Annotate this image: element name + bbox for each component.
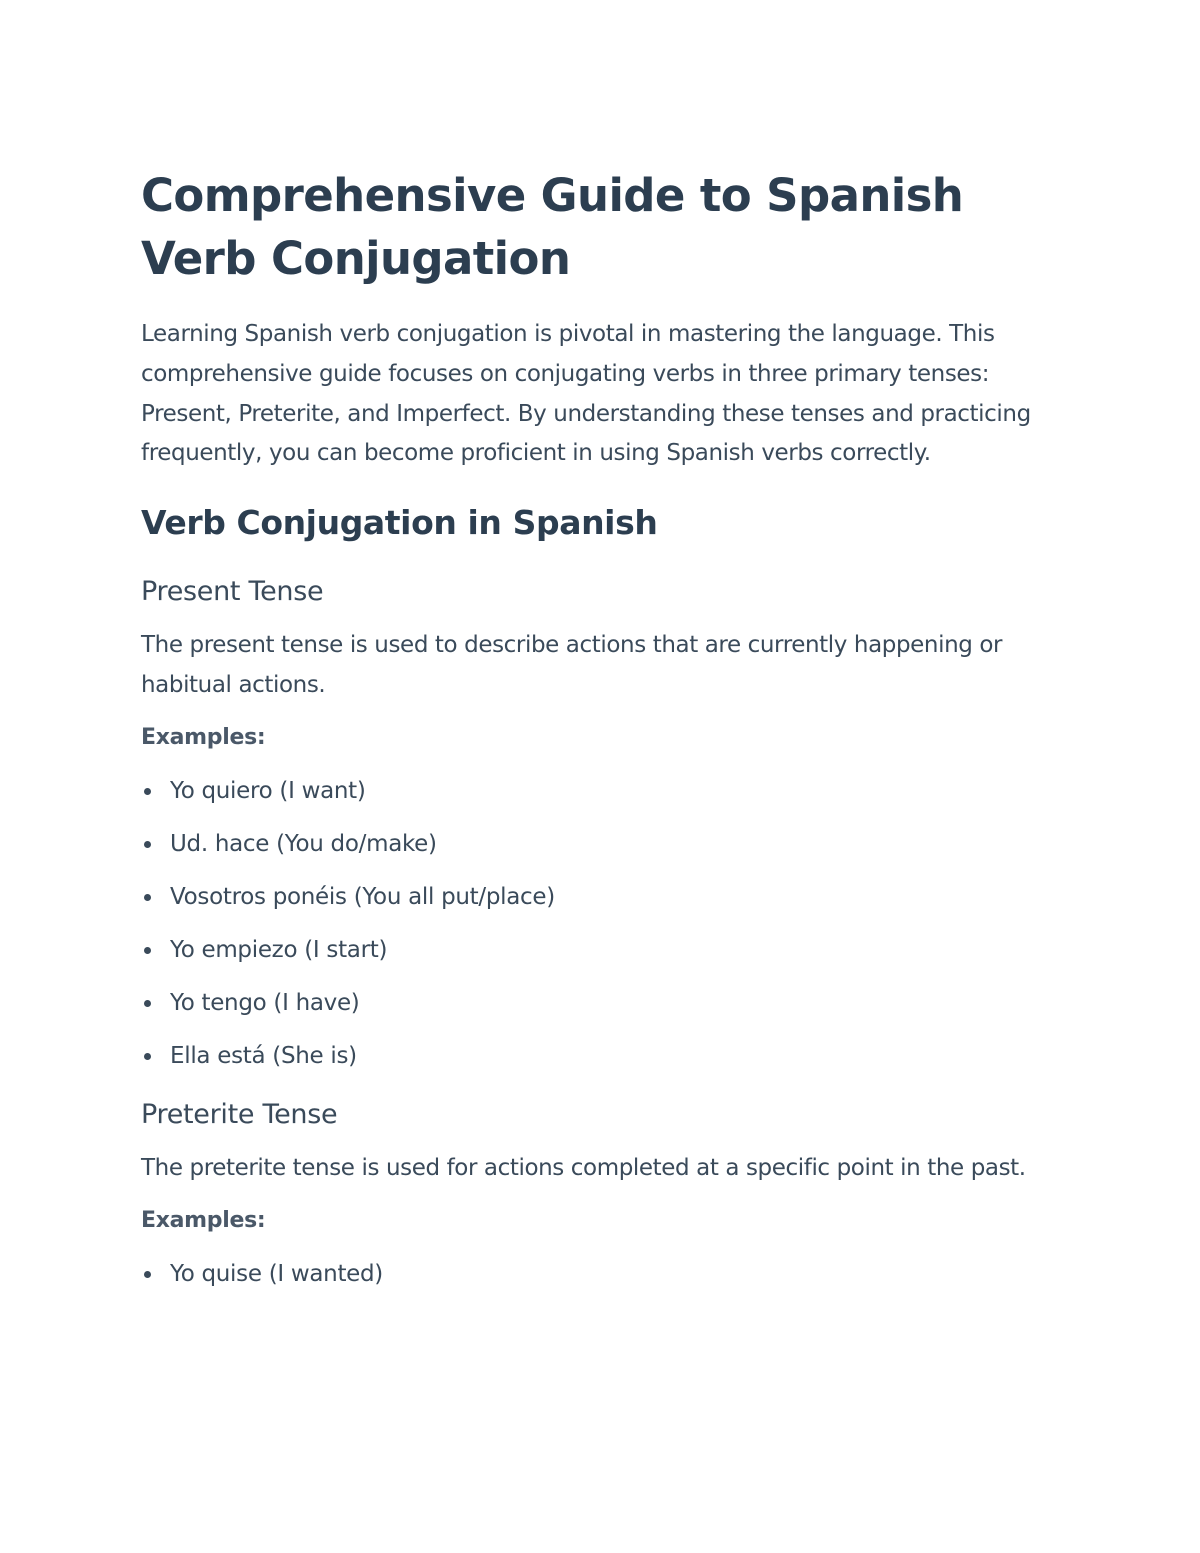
list-item [141, 1254, 1061, 1294]
present-examples-label: Examples: [141, 724, 266, 750]
preterite-examples-label: Examples: [141, 1207, 266, 1233]
bullet-icon [144, 894, 151, 901]
present-examples-list [141, 771, 1061, 1076]
bullet-icon [144, 841, 151, 848]
present-tense-heading: Present Tense [141, 576, 324, 608]
example-text: Yo quiero (I want) [170, 777, 366, 804]
preterite-tense-description: The preterite tense is used for actions completed at a specific point in the past. [141, 1154, 1026, 1181]
example-text: Yo quise (I wanted) [170, 1260, 383, 1287]
preterite-tense-section [141, 1095, 1061, 1294]
example-text: Ella está (She is) [170, 1042, 357, 1069]
preterite-tense-heading: Preterite Tense [141, 1098, 338, 1130]
list-item [141, 824, 1061, 864]
bullet-icon [144, 1000, 151, 1007]
bullet-icon [144, 947, 151, 954]
example-text: Yo tengo (I have) [170, 989, 360, 1016]
document-page [141, 164, 1061, 1294]
list-item [141, 1036, 1061, 1076]
bullet-icon [144, 1053, 151, 1060]
section-heading: Verb Conjugation in Spanish [141, 503, 658, 543]
present-tense-description: The present tense is used to describe actions that are currently happening or habitual actions. [141, 632, 1003, 698]
bullet-icon [144, 1271, 151, 1278]
bullet-icon [144, 788, 151, 795]
list-item [141, 983, 1061, 1023]
example-text: Ud. hace (You do/make) [170, 830, 437, 857]
intro-paragraph: Learning Spanish verb conjugation is pivotal in mastering the language. This comprehensive guide focuses on conjugating verbs in three primary tenses: Present, Preterite, and Imperfect. By understanding these tenses and practicing frequently, you can become proficient in using Spanish verbs correctly. [141, 321, 1031, 467]
present-tense-section [141, 572, 1061, 1076]
example-text: Yo empiezo (I start) [170, 936, 388, 963]
example-text: Vosotros ponéis (You all put/place) [170, 883, 555, 910]
list-item [141, 771, 1061, 811]
list-item [141, 930, 1061, 970]
list-item [141, 877, 1061, 917]
document-title: Comprehensive Guide to Spanish Verb Conjugation [141, 169, 964, 285]
preterite-examples-list [141, 1254, 1061, 1294]
